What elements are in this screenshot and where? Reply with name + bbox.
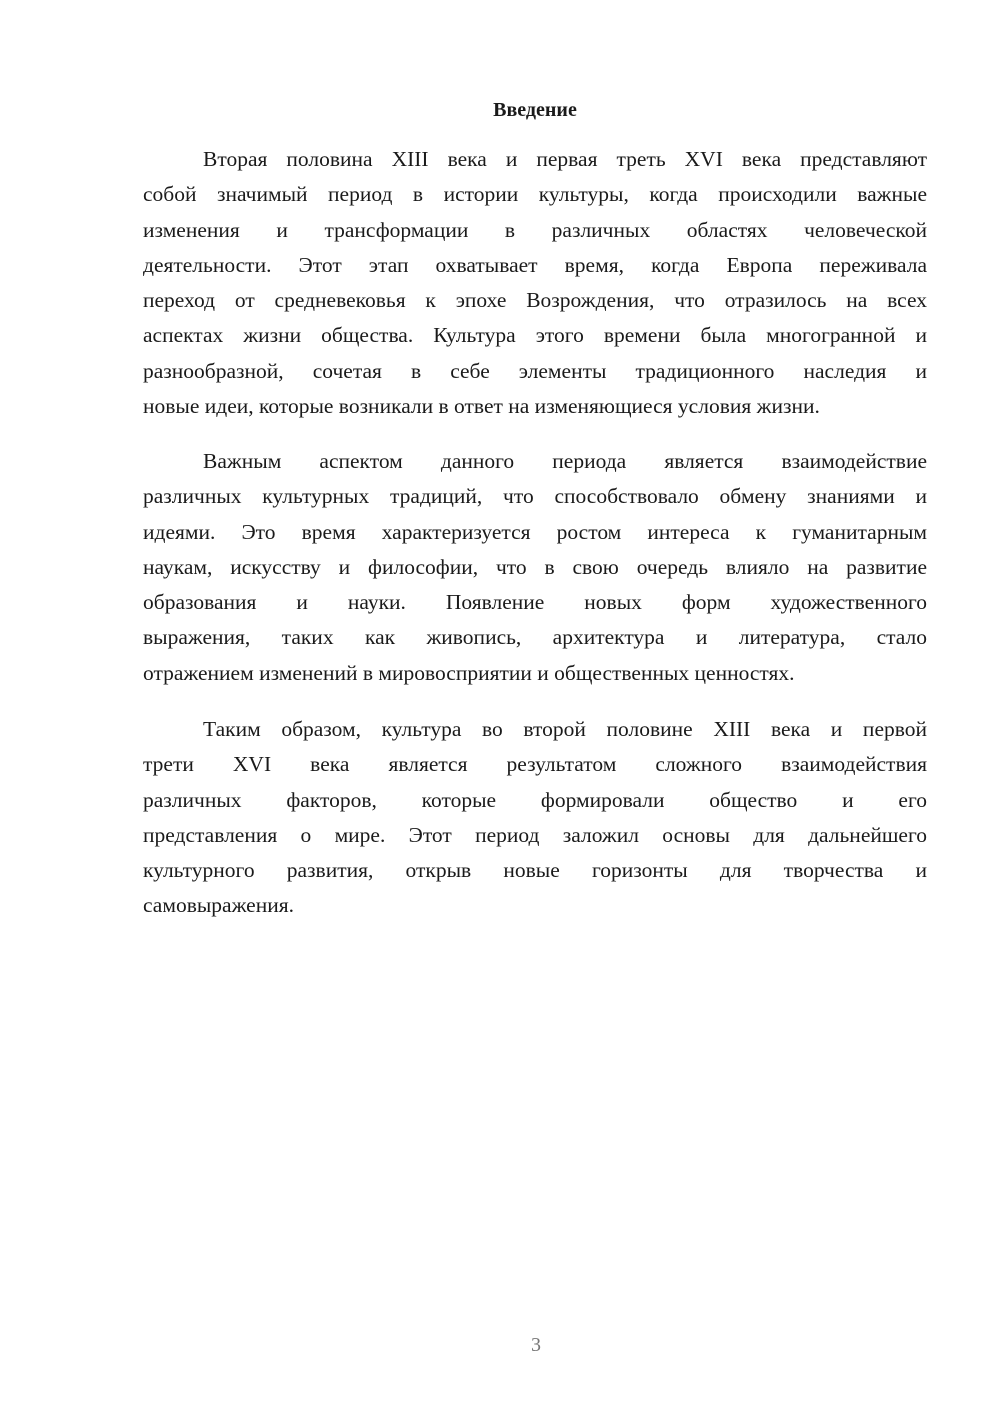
text-line: различных факторов, которые формировали общество и его	[143, 787, 927, 812]
text-line: трети XVI века является результатом сложного взаимодействия	[143, 752, 927, 777]
text-line: отражением изменений в мировосприятии и общественных ценностях.	[143, 660, 795, 685]
text-line: наукам, искусству и философии, что в свою очередь влияло на развитие	[143, 554, 927, 579]
text-line: различных культурных традиций, что способствовало обмену знаниями и	[143, 484, 927, 509]
text-line: переход от средневековья к эпохе Возрождения, что отразилось на всех	[143, 288, 927, 313]
text-line: новые идеи, которые возникали в ответ на изменяющиеся условия жизни.	[143, 394, 820, 419]
text-line: самовыражения.	[143, 893, 294, 918]
paragraph-1	[143, 142, 927, 424]
text-line: Таким образом, культура во второй половине XIII века и первой	[203, 717, 927, 741]
text-line: идеями. Это время характеризуется ростом интереса к гуманитарным	[143, 519, 927, 544]
text-line: культурного развития, открыв новые горизонты для творчества и	[143, 858, 927, 883]
paragraph-2	[143, 444, 927, 691]
text-line: выражения, таких как живопись, архитектура и литература, стало	[143, 625, 927, 650]
text-line: Важным аспектом данного периода является взаимодействие	[203, 449, 927, 473]
text-line: представления о мире. Этот период заложил основы для дальнейшего	[143, 822, 927, 847]
text-line: образования и науки. Появление новых форм художественного	[143, 590, 927, 615]
page-number: 3	[531, 1334, 541, 1356]
paragraph-3	[143, 712, 927, 924]
text-line: аспектах жизни общества. Культура этого времени была многогранной и	[143, 323, 927, 348]
text-line: собой значимый период в истории культуры, когда происходили важные	[143, 182, 927, 207]
text-line: изменения и трансформации в различных областях человеческой	[143, 217, 927, 242]
page-title: Введение	[493, 99, 577, 121]
text-line: деятельности. Этот этап охватывает время, когда Европа переживала	[143, 252, 927, 277]
text-line: разнообразной, сочетая в себе элементы традиционного наследия и	[143, 358, 927, 383]
text-line: Вторая половина XIII века и первая треть XVI века представляют	[203, 147, 927, 171]
